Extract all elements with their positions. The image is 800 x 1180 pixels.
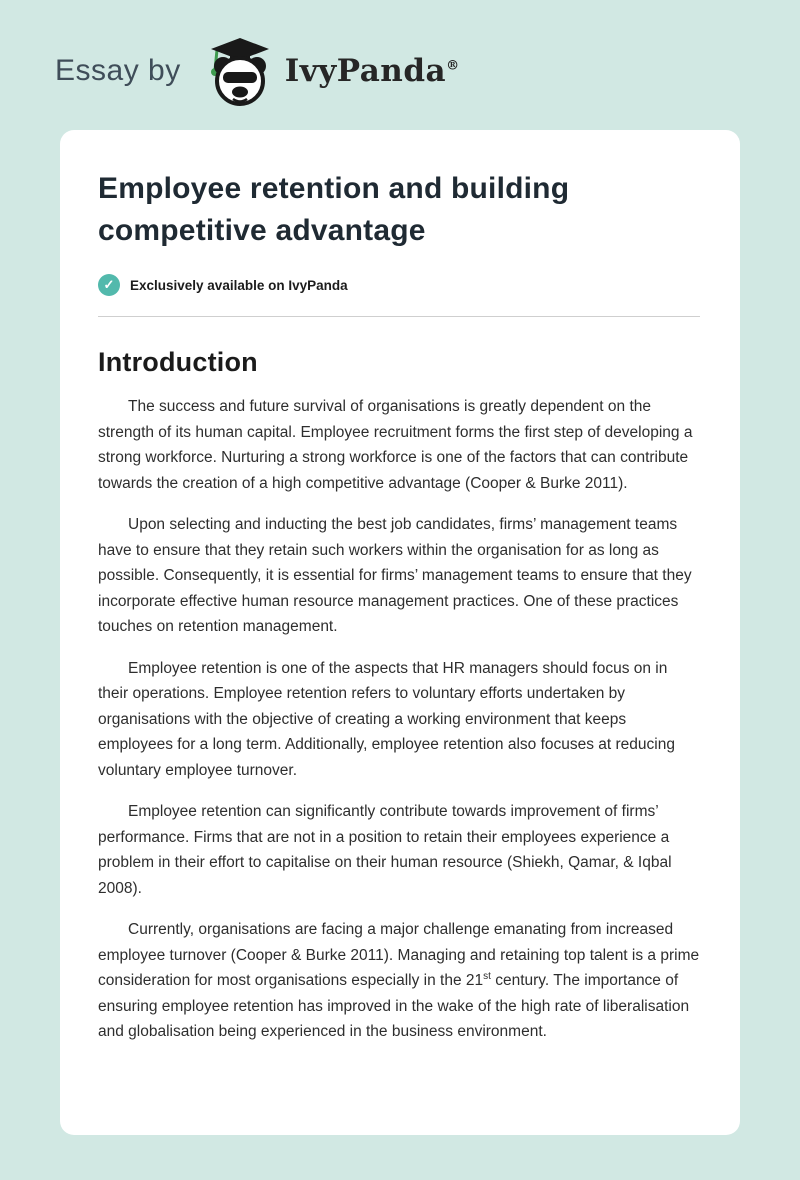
paragraph: Upon selecting and inducting the best job candidates, firms’ management teams have to ensure that they retain such workers within the organisation for as long as possible. Consequently, it is essential for firms’ management teams to ensure that they incorporate effective human resource management practices. One of these practices touches on retention management. — [98, 516, 692, 635]
final-paragraph-text: Currently, organisations are facing a major challenge emanating from increased employee turnover (Cooper & Burke 2011). Managing and retaining top talent is a prime consideration for most organisations especially in the 21 — [98, 921, 700, 989]
paragraph: Employee retention is one of the aspects that HR managers should focus on in their operations. Employee retention refers to voluntary efforts undertaken by organisations with the objective of creating a working environment that keeps employees for a long term. Additionally, employee retention also focuses at reducing voluntary employee turnover. — [98, 659, 675, 779]
paragraph — [98, 917, 700, 1045]
divider — [98, 316, 700, 317]
site-header — [0, 0, 800, 130]
exclusive-badge — [98, 274, 700, 296]
exclusive-badge-label: Exclusively available on IvyPanda — [130, 277, 348, 293]
ordinal-superscript: st — [483, 970, 491, 982]
essay-body — [98, 394, 700, 1045]
brand-logo — [203, 36, 460, 106]
essay-card — [60, 130, 740, 1135]
final-paragraph-text: century. The importance of ensuring employee retention has improved in the wake of the high rate of liberalisation and globalisation being experienced in the business environment. — [98, 972, 690, 1040]
paragraph: Employee retention can significantly contribute towards improvement of firms’ performance. Firms that are not in a position to retain their employees experience a problem in their effort to capitalise on their human resource (Shiekh, Qamar, & Iqbal 2008). — [98, 803, 672, 897]
brand-name: IvyPanda® — [284, 53, 460, 89]
check-circle-icon: ✓ — [98, 274, 120, 296]
registered-mark: ® — [446, 58, 460, 74]
essay-by-label: Essay by — [55, 54, 181, 87]
article-title: Employee retention and building competitive advantage — [98, 172, 570, 247]
section-heading-introduction: Introduction — [98, 347, 258, 377]
paragraph: The success and future survival of organisations is greatly dependent on the strength of its human capital. Employee recruitment forms the first step of developing a strong workforce. Nurturing a strong workforce is one of the factors that can contribute towards the creation of a high competitive advantage (Cooper & Burke 2011). — [98, 398, 693, 492]
panda-graduation-cap-icon — [203, 36, 277, 106]
